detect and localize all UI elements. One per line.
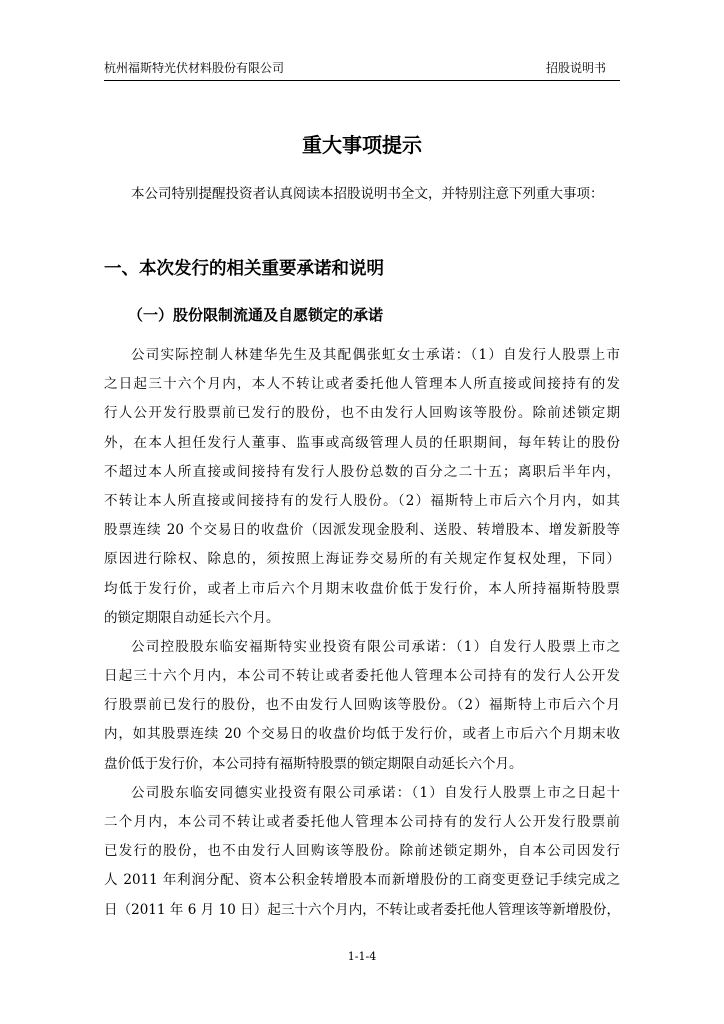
- text-line: 人 2011 年利润分配、资本公积金转增股本而新增股份的工商变更登记手续完成之: [104, 872, 620, 889]
- text-line: 的锁定期限自动延长六个月。: [104, 609, 280, 626]
- text-line: 行人公开发行股票前已发行的股份，也不由发行人回购该等股份。除前述锁定期: [104, 405, 620, 422]
- text-line: 不转让本人所直接或间接持有的发行人股份。（2）福斯特上市后六个月内，如其: [104, 492, 620, 509]
- page-number: 1-1-4: [347, 950, 377, 963]
- text-line: 二个月内，本公司不转让或者委托他人管理本公司持有的发行人公开发行股票前: [104, 814, 620, 830]
- text-line: 之日起三十六个月内，本人不转让或者委托他人管理本人所直接或间接持有的发: [104, 376, 620, 393]
- paragraph-controlling-shareholder-commitment: [104, 633, 620, 779]
- text-line: 外，在本人担任发行人董事、监事或高级管理人员的任职期间，每年转让的股份: [104, 434, 620, 451]
- header-company-name: 杭州福斯特光伏材料股份有限公司: [104, 61, 285, 75]
- text-line: 不超过本人所直接或间接持有发行人股份总数的百分之二十五；离职后半年内，: [104, 463, 620, 480]
- text-line: 行股票前已发行的股份，也不由发行人回购该等股份。（2）福斯特上市后六个月: [104, 697, 620, 714]
- text-line: 均低于发行价，或者上市后六个月期末收盘价低于发行价，本人所持福斯特股票: [104, 580, 620, 597]
- text-line: 盘价低于发行价，本公司持有福斯特股票的锁定期限自动延长六个月。: [104, 755, 523, 772]
- text-line: 股票连续 20 个交易日的收盘价（因派发现金股利、送股、转增股本、增发新股等: [104, 522, 620, 539]
- text-line: 公司实际控制人林建华先生及其配偶张虹女士承诺：（1）自发行人股票上市: [131, 347, 620, 363]
- section-heading: 一、本次发行的相关重要承诺和说明: [104, 259, 384, 279]
- page-header: [104, 60, 620, 81]
- text-line: 日（2011 年 6 月 10 日）起三十六个月内，不转让或者委托他人管理该等新增股份，: [104, 901, 620, 918]
- paragraph-controller-commitment: [104, 341, 620, 633]
- paragraph-shareholder-tongde-commitment: [104, 779, 620, 925]
- header-document-type: 招股说明书: [545, 61, 606, 75]
- document-body: [104, 341, 620, 925]
- text-line: 已发行的股份，也不由发行人回购该等股份。除前述锁定期外，自本公司因发行: [104, 843, 620, 860]
- text-line: 内，如其股票连续 20 个交易日的收盘价均低于发行价，或者上市后六个月期末收: [104, 726, 620, 743]
- text-line: 日起三十六个月内，本公司不转让或者委托他人管理本公司持有的发行人公开发: [104, 668, 620, 685]
- intro-paragraph: 本公司特别提醒投资者认真阅读本招股说明书全文，并特别注意下列重大事项：: [131, 186, 604, 202]
- subsection-heading: （一）股份限制流通及自愿锁定的承诺: [128, 306, 384, 324]
- page-title: 重大事项提示: [302, 133, 422, 157]
- text-line: 公司控股股东临安福斯特实业投资有限公司承诺：（1）自发行人股票上市之: [131, 638, 620, 655]
- text-line: 公司股东临安同德实业投资有限公司承诺：（1）自发行人股票上市之日起十: [131, 784, 620, 801]
- text-line: 原因进行除权、除息的，须按照上海证券交易所的有关规定作复权处理，下同）: [104, 551, 620, 568]
